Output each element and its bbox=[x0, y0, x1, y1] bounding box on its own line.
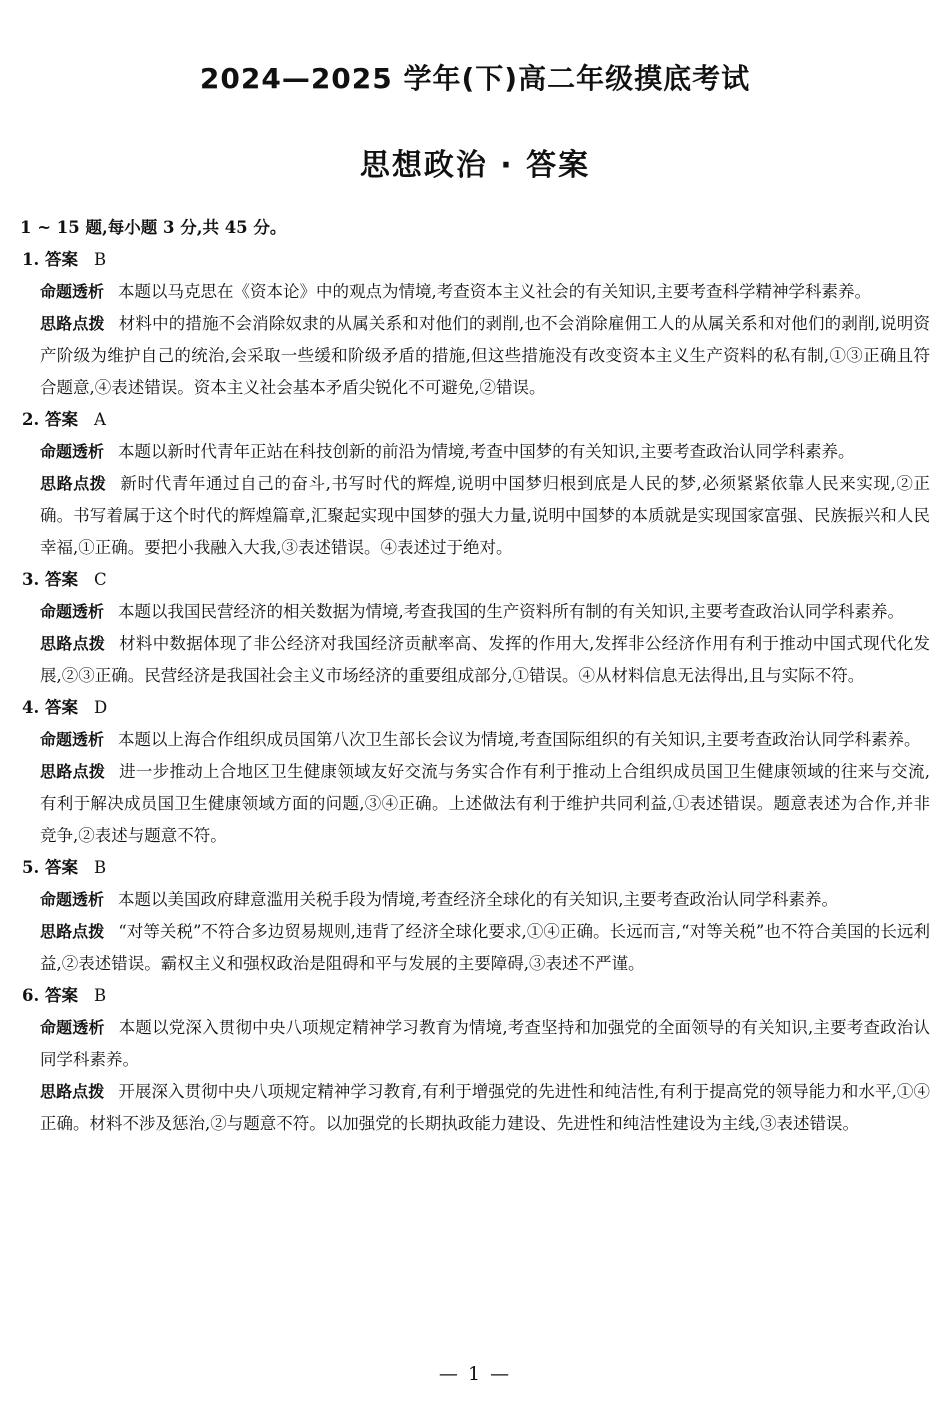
hint-text: 进一步推动上合地区卫生健康领域友好交流与务实合作有利于推动上合组织成员国卫生健康领域的往来与交流,有利于解决成员国卫生健康领域方面的问题,③④正确。上述做法有利于维护共同利益,①表述错误。题意表述为合作,并非竞争,②表述与题意不符。 bbox=[40, 762, 930, 845]
section-intro: 1 ~ 15 题,每小题 3 分,共 45 分。 bbox=[20, 218, 287, 237]
hint-label: 思路点拨 bbox=[40, 762, 106, 781]
analysis-text: 本题以上海合作组织成员国第八次卫生部长会议为情境,考查国际组织的有关知识,主要考查政治认同学科素养。 bbox=[118, 730, 921, 749]
hint-paragraph bbox=[40, 468, 930, 564]
analysis-label: 命题透析 bbox=[40, 442, 105, 461]
answer-line bbox=[22, 404, 930, 436]
answer-key: A bbox=[93, 410, 106, 429]
answer-line bbox=[22, 980, 930, 1012]
subject-title: 思想政治 · 答案 bbox=[359, 148, 591, 183]
answer-label: 答案 bbox=[44, 858, 78, 877]
answer-content bbox=[22, 212, 930, 1140]
answer-label: 答案 bbox=[44, 410, 78, 429]
analysis-label: 命题透析 bbox=[40, 890, 105, 909]
answer-label: 答案 bbox=[44, 698, 78, 717]
analysis-paragraph bbox=[40, 596, 930, 628]
answer-line bbox=[22, 244, 930, 276]
hint-label: 思路点拨 bbox=[40, 634, 106, 653]
question-block bbox=[22, 692, 930, 852]
analysis-label: 命题透析 bbox=[40, 282, 105, 301]
analysis-paragraph bbox=[40, 1012, 930, 1076]
question-number: 6. bbox=[22, 986, 40, 1005]
answer-key: C bbox=[93, 570, 107, 589]
answer-label: 答案 bbox=[44, 986, 78, 1005]
hint-text: 开展深入贯彻中央八项规定精神学习教育,有利于增强党的先进性和纯洁性,有利于提高党的领导能力和水平,①④正确。材料不涉及惩治,②与题意不符。以加强党的长期执政能力建设、先进性和纯洁性建设为主线,③表述错误。 bbox=[40, 1082, 930, 1133]
hint-paragraph bbox=[40, 628, 930, 692]
question-block bbox=[22, 404, 930, 564]
hint-paragraph bbox=[40, 756, 930, 852]
analysis-paragraph bbox=[40, 436, 930, 468]
hint-text: 材料中数据体现了非公经济对我国经济贡献率高、发挥的作用大,发挥非公经济作用有利于推动中国式现代化发展,②③正确。民营经济是我国社会主义市场经济的重要组成部分,①错误。④从材料信息无法得出,且与实际不符。 bbox=[40, 634, 930, 685]
analysis-text: 本题以新时代青年正站在科技创新的前沿为情境,考查中国梦的有关知识,主要考查政治认同学科素养。 bbox=[118, 442, 855, 461]
page-number: — 1 — bbox=[438, 1363, 512, 1385]
analysis-text: 本题以美国政府肆意滥用关税手段为情境,考查经济全球化的有关知识,主要考查政治认同学科素养。 bbox=[118, 890, 839, 909]
hint-label: 思路点拨 bbox=[40, 314, 105, 333]
question-number: 1. bbox=[22, 250, 40, 269]
analysis-label: 命题透析 bbox=[40, 730, 105, 749]
question-block bbox=[22, 244, 930, 404]
question-block bbox=[22, 852, 930, 980]
question-number: 2. bbox=[22, 410, 40, 429]
hint-text: “对等关税”不符合多边贸易规则,违背了经济全球化要求,①④正确。长远而言,“对等关税”也不符合美国的长远利益,②表述错误。霸权主义和强权政治是阻碍和平与发展的主要障碍,③表述不严谨。 bbox=[40, 922, 930, 973]
answer-key: B bbox=[93, 858, 107, 877]
analysis-text: 本题以马克思在《资本论》中的观点为情境,考查资本主义社会的有关知识,主要考查科学精神学科素养。 bbox=[118, 282, 872, 301]
hint-label: 思路点拨 bbox=[40, 474, 107, 493]
hint-label: 思路点拨 bbox=[40, 922, 105, 941]
hint-paragraph bbox=[40, 308, 930, 404]
question-number: 3. bbox=[22, 570, 40, 589]
answer-key: D bbox=[93, 698, 108, 717]
analysis-paragraph bbox=[40, 276, 930, 308]
analysis-paragraph bbox=[40, 724, 930, 756]
analysis-text: 本题以我国民营经济的相关数据为情境,考查我国的生产资料所有制的有关知识,主要考查政治认同学科素养。 bbox=[118, 602, 905, 621]
exam-title: 2024—2025 学年(下)高二年级摸底考试 bbox=[199, 62, 751, 95]
answer-label: 答案 bbox=[44, 250, 78, 269]
answer-line bbox=[22, 692, 930, 724]
hint-text: 材料中的措施不会消除奴隶的从属关系和对他们的剥削,也不会消除雇佣工人的从属关系和对他们的剥削,说明资产阶级为维护自己的统治,会采取一些缓和阶级矛盾的措施,但这些措施没有改变资本主义生产资料的私有制,①③正确且符合题意,④表述错误。资本主义社会基本矛盾尖锐化不可避免,②错误。 bbox=[40, 314, 930, 397]
question-block bbox=[22, 564, 930, 692]
hint-paragraph bbox=[40, 916, 930, 980]
analysis-label: 命题透析 bbox=[40, 602, 105, 621]
answer-label: 答案 bbox=[44, 570, 78, 589]
analysis-text: 本题以党深入贯彻中央八项规定精神学习教育为情境,考查坚持和加强党的全面领导的有关知识,主要考查政治认同学科素养。 bbox=[40, 1018, 930, 1069]
question-number: 4. bbox=[22, 698, 40, 717]
answer-key: B bbox=[93, 986, 107, 1005]
analysis-label: 命题透析 bbox=[40, 1018, 105, 1037]
answer-key: B bbox=[93, 250, 107, 269]
answer-line bbox=[22, 564, 930, 596]
hint-paragraph bbox=[40, 1076, 930, 1140]
answer-line bbox=[22, 852, 930, 884]
analysis-paragraph bbox=[40, 884, 930, 916]
question-number: 5. bbox=[22, 858, 40, 877]
hint-label: 思路点拨 bbox=[40, 1082, 105, 1101]
question-block bbox=[22, 980, 930, 1140]
hint-text: 新时代青年通过自己的奋斗,书写时代的辉煌,说明中国梦归根到底是人民的梦,必须紧紧依靠人民来实现,②正确。书写着属于这个时代的辉煌篇章,汇聚起实现中国梦的强大力量,说明中国梦的本质就是实现国家富强、民族振兴和人民幸福,①正确。要把小我融入大我,③表述错误。④表述过于绝对。 bbox=[40, 474, 930, 557]
